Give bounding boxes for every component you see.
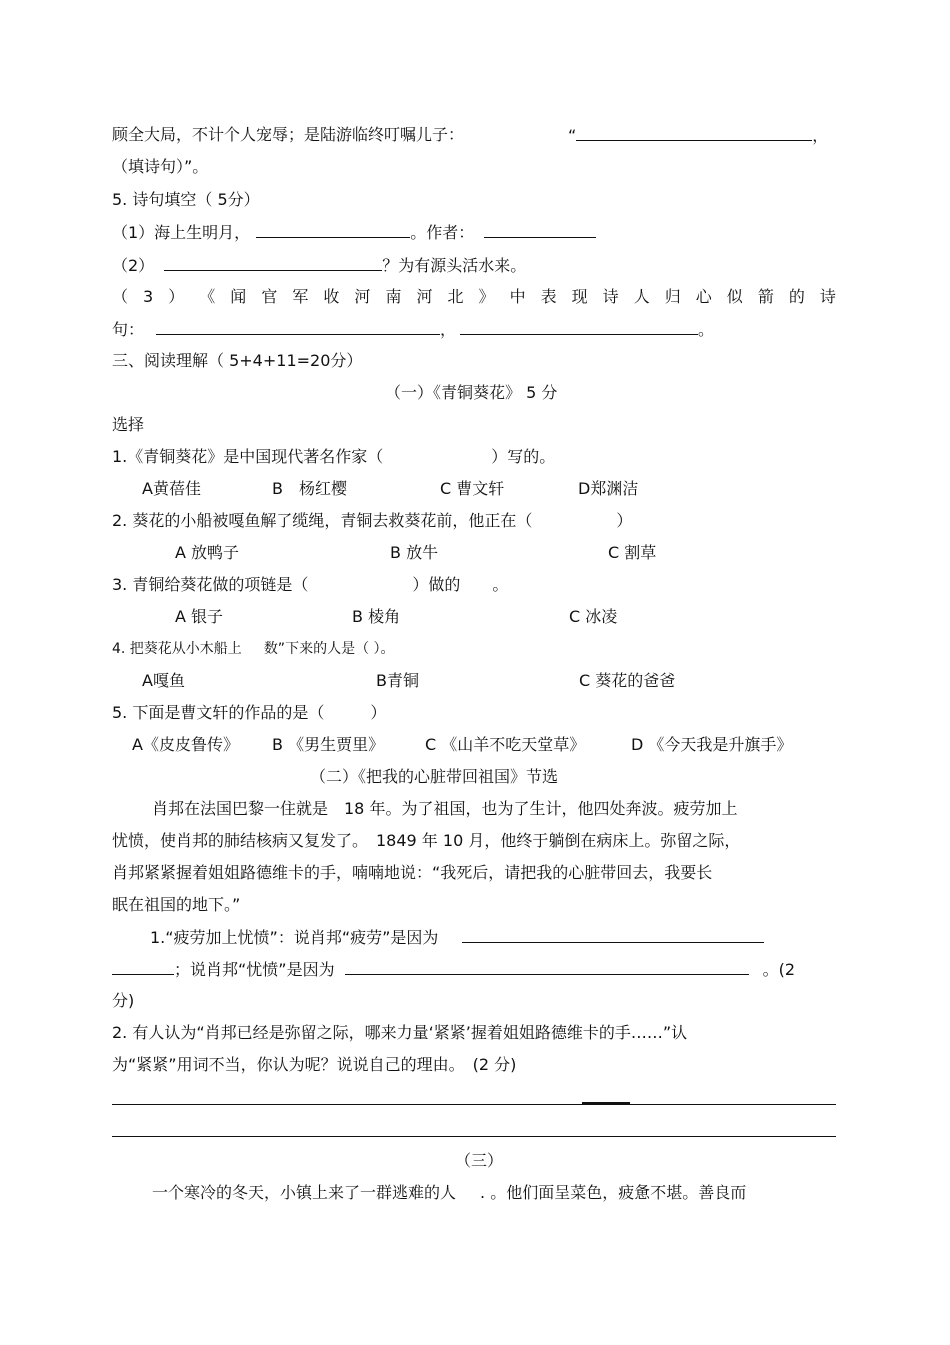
q4-text: 4. 把葵花从小木船上 <box>112 641 242 657</box>
q5-part3-line <box>112 286 836 308</box>
q5-p3-char: 北 <box>447 287 464 306</box>
q5-p1-text: （1）海上生明月， <box>112 223 251 242</box>
q5-title: 5. 诗句填空（ 5分） <box>112 190 260 209</box>
q5-p3-char: 中 <box>509 287 526 306</box>
answer-blank[interactable] <box>112 958 174 975</box>
part3-para-line-1 <box>152 1182 746 1204</box>
q5-p2-label: （2） <box>112 256 155 275</box>
comma: ， <box>440 320 457 339</box>
q5-p3-char: 似 <box>726 287 743 306</box>
comma: ， <box>812 126 829 145</box>
part1-title: （一）《青铜葵花》 5 分 <box>385 383 558 402</box>
part2-q1-line-1 <box>150 926 764 949</box>
q1-option-c[interactable]: C 曹文轩 <box>440 479 505 498</box>
part2-q1-score: 。(2 <box>762 960 796 979</box>
q5-p3-char: 河 <box>416 287 433 306</box>
part2-title: （二）《把我的心脏带回祖国》节选 <box>310 767 559 786</box>
period: 。 <box>492 575 509 594</box>
q1-text-end: ）写的。 <box>491 447 556 466</box>
q4-option-c[interactable]: C 葵花的爸爸 <box>579 671 676 690</box>
q5-p3-char: 人 <box>633 287 650 306</box>
answer-blank[interactable] <box>484 221 596 238</box>
answer-blank[interactable] <box>345 958 749 975</box>
intro-line-2: （填诗句）”。 <box>112 157 209 176</box>
part2-q1-line-2 <box>112 958 795 981</box>
q5-p3-char: 心 <box>695 287 712 306</box>
part2-para-line-4: 眠在祖国的地下。” <box>112 895 241 914</box>
q5-option-b[interactable]: B 《男生贾里》 <box>272 735 385 754</box>
answer-blank[interactable] <box>256 221 410 238</box>
q5-p3-char: 箭 <box>757 287 774 306</box>
answer-blank[interactable] <box>156 318 440 335</box>
q1-option-a[interactable]: A黄蓓佳 <box>142 479 201 498</box>
q5-p3-char: 诗 <box>602 287 619 306</box>
q5-read-text-end: ） <box>370 703 387 722</box>
q5-p1-author-label: 。作者： <box>410 223 475 242</box>
q2-option-c[interactable]: C 割草 <box>608 543 657 562</box>
part2-para-line-2: 忧愤，使肖邦的肺结核病又复发了。 1849 年 10 月，他终于躺倒在病床上。弥留之际， <box>112 831 741 850</box>
q1-question <box>112 446 555 468</box>
q5-p3-char: 的 <box>788 287 805 306</box>
q5-p3-char: 表 <box>540 287 557 306</box>
answer-line-2[interactable] <box>112 1136 836 1137</box>
part2-para-line-1: 肖邦在法国巴黎一住就是 18 年。为了祖国，也为了生计，他四处奔波。疲劳加上 <box>152 799 738 818</box>
q5-p3-char: 诗 <box>819 287 836 306</box>
q2-option-a[interactable]: A 放鸭子 <box>175 543 240 562</box>
q4-text-end: 数”下来的人是（ ）。 <box>263 641 395 657</box>
q3-option-c[interactable]: C 冰凌 <box>569 607 618 626</box>
part2-q1-score-end: 分) <box>112 991 135 1010</box>
q4-option-a[interactable]: A嘎鱼 <box>142 671 185 690</box>
q3-option-a[interactable]: A 银子 <box>175 607 224 626</box>
q1-text: 1.《青铜葵花》是中国现代著名作家（ <box>112 447 384 466</box>
choose-label: 选择 <box>112 415 145 434</box>
q2-question <box>112 510 632 532</box>
q4-question <box>112 638 395 660</box>
intro-text: 顾全大局，不计个人宠辱；是陆游临终叮嘱儿子： <box>112 125 465 144</box>
q5-read-question <box>112 702 386 724</box>
intro-line-1 <box>112 124 464 146</box>
q5-p3-label: 句： <box>112 320 145 339</box>
part2-q1-text: 1.“疲劳加上忧愤”：说肖邦“疲劳”是因为 <box>150 928 439 947</box>
answer-line-mark <box>582 1102 630 1104</box>
open-quote: “ <box>568 126 577 145</box>
q2-text: 2. 葵花的小船被嘎鱼解了缆绳，青铜去救葵花前，他正在（ <box>112 511 533 530</box>
part2-q2-line-2: 为“紧紧”用词不当，你认为呢？说说自己的理由。 (2 分) <box>112 1055 517 1074</box>
part3-title: （三） <box>455 1151 504 1170</box>
q5-p3-char: 》 <box>478 287 495 306</box>
section3-title: 三、阅读理解（ 5+4+11=20分） <box>112 351 363 370</box>
q5-part1 <box>112 221 596 244</box>
q5-p3-char: 河 <box>354 287 371 306</box>
part2-q1-text-2: ；说肖邦“忧愤”是因为 <box>174 960 335 979</box>
q3-text: 3. 青铜给葵花做的项链是（ <box>112 575 309 594</box>
q5-p3-char: 收 <box>323 287 340 306</box>
q4-option-b[interactable]: B青铜 <box>376 671 419 690</box>
q5-option-c[interactable]: C 《山羊不吃天堂草》 <box>425 735 586 754</box>
period: 。 <box>698 320 715 339</box>
q3-text-end: ）做的 <box>412 575 461 594</box>
q5-p3-char: 归 <box>664 287 681 306</box>
q2-option-b[interactable]: B 放牛 <box>390 543 439 562</box>
q5-p2-text: ？为有源头活水来。 <box>382 256 527 275</box>
q1-option-d[interactable]: D郑渊洁 <box>578 479 639 498</box>
q5-read-text: 5. 下面是曹文轩的作品的是（ <box>112 703 325 722</box>
q5-part3-answer <box>112 318 714 341</box>
part3-text: 一个寒冷的冬天，小镇上来了一群逃难的人 <box>152 1183 457 1202</box>
q5-p3-char: 南 <box>385 287 402 306</box>
q5-p3-char: 《 <box>199 287 216 306</box>
answer-blank[interactable] <box>460 318 698 335</box>
part2-q2-line-1: 2. 有人认为“肖邦已经是弥留之际，哪来力量‘紧紧’握着姐姐路德维卡的手……”认 <box>112 1023 688 1042</box>
q5-p3-char: 官 <box>261 287 278 306</box>
q5-option-d[interactable]: D 《今天我是升旗手》 <box>631 735 793 754</box>
answer-blank[interactable] <box>164 254 382 271</box>
part3-text-cont: . 。他们面呈菜色，疲惫不堪。善良而 <box>480 1183 747 1202</box>
q3-question <box>112 574 508 596</box>
answer-line-1[interactable] <box>112 1104 836 1105</box>
q5-p3-char: （ <box>112 287 129 306</box>
q3-option-b[interactable]: B 棱角 <box>352 607 401 626</box>
q5-p3-char: 闻 <box>230 287 247 306</box>
q5-part2 <box>112 254 526 277</box>
intro-quote-blank <box>568 124 828 147</box>
q5-p3-char: 军 <box>292 287 309 306</box>
answer-blank[interactable] <box>462 926 764 943</box>
q1-option-b[interactable]: B 杨红樱 <box>272 479 347 498</box>
q2-text-end: ） <box>616 511 633 530</box>
q5-p3-char: ） <box>168 287 185 306</box>
q5-p3-char: 3 <box>143 287 154 306</box>
part2-para-line-3: 肖邦紧紧握着姐姐路德维卡的手，喃喃地说：“我死后，请把我的心脏带回去，我要长 <box>112 863 713 882</box>
answer-blank[interactable] <box>576 124 812 141</box>
q5-option-a[interactable]: A《皮皮鲁传》 <box>132 735 239 754</box>
q5-p3-char: 现 <box>571 287 588 306</box>
